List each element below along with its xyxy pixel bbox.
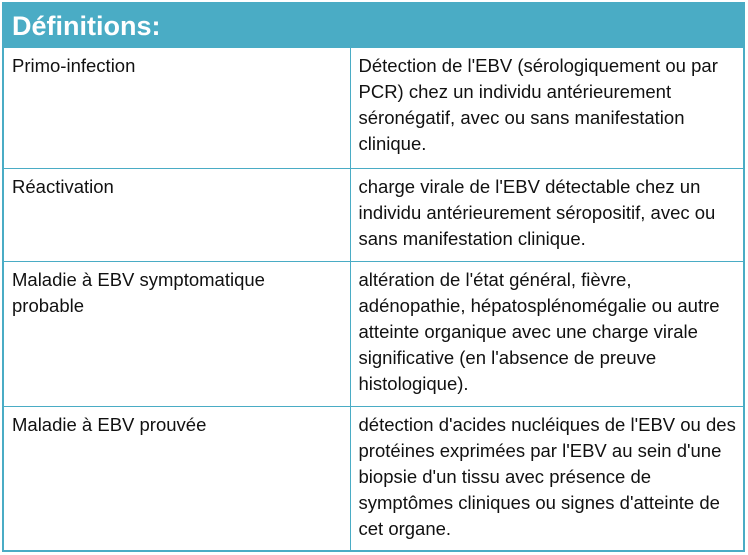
- term-cell: Réactivation: [4, 168, 350, 261]
- table-row: [4, 261, 743, 406]
- term-cell: Primo-infection: [4, 48, 350, 168]
- term-cell: Maladie à EBV symptomatique probable: [4, 261, 350, 406]
- definition-cell: altération de l'état général, fièvre, adénopathie, hépatosplénomégalie ou autre atteinte organique avec une charge virale significative (en l'absence de preuve histologique).: [350, 261, 743, 406]
- table-row: [4, 406, 743, 550]
- page-title: Définitions:: [4, 4, 743, 48]
- definitions-box: [2, 2, 745, 552]
- definition-cell: charge virale de l'EBV détectable chez un individu antérieurement séropositif, avec ou sans manifestation clinique.: [350, 168, 743, 261]
- table-row: [4, 168, 743, 261]
- definitions-table: [4, 48, 743, 550]
- definition-cell: Détection de l'EBV (sérologiquement ou par PCR) chez un individu antérieurement séronégatif, avec ou sans manifestation clinique.: [350, 48, 743, 168]
- table-row: [4, 48, 743, 168]
- term-cell: Maladie à EBV prouvée: [4, 406, 350, 550]
- definition-cell: détection d'acides nucléiques de l'EBV ou des protéines exprimées par l'EBV au sein d'une biopsie d'un tissu avec présence de symptômes cliniques ou signes d'atteinte de cet organe.: [350, 406, 743, 550]
